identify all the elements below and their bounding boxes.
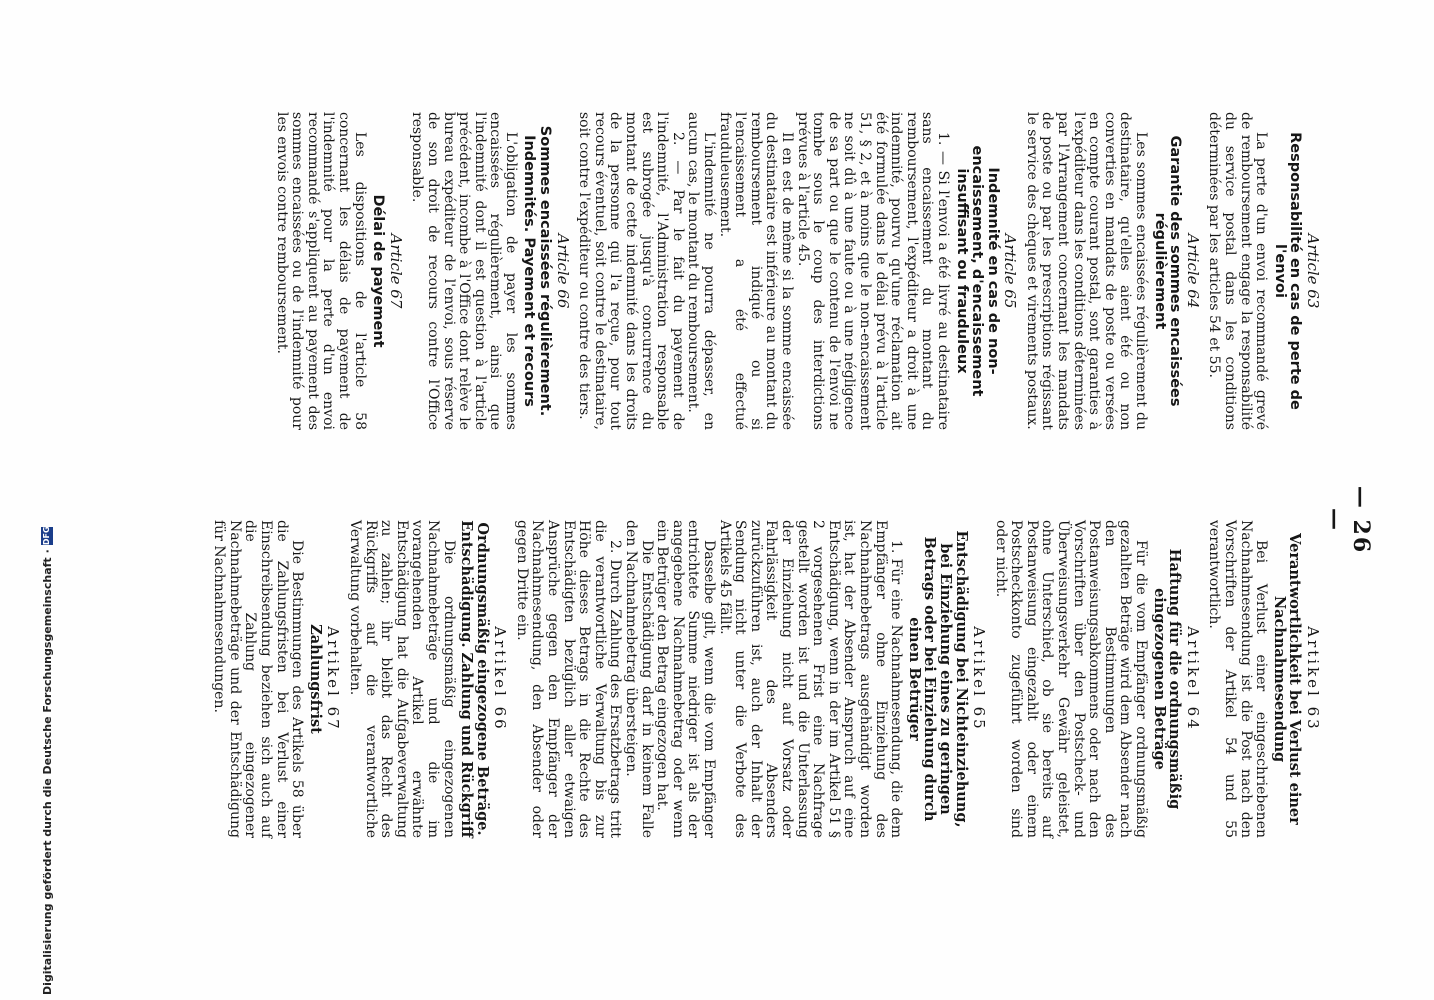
article-heading: Article 65 (1001, 233, 1020, 309)
paragraph: Die Entschädigung darf in keinem Falle den Nachnahmebetrag übersteigen. (623, 520, 655, 838)
paragraph: Les dispositions de l'article 58 concernant les délais de payement de l'indemnité pour la perte d'un envoi recommandé s'appliquent au payement des sommes encaissées ou de l'indemnité pour les envois contre remboursement. (273, 112, 368, 430)
article-heading: Article 67 (386, 233, 405, 309)
article-title: Verantwortlichkeit bei Verlust einer Nachnahmesendung (1270, 533, 1304, 825)
article-heading: Artikel 63 (1304, 626, 1322, 732)
german-article-63 (1206, 520, 1320, 838)
article-heading: Article 66 (553, 233, 572, 309)
footer-credit: Digitalisierung gefördert durch die Deutsche Forschungsgemeinschaft (40, 557, 54, 995)
article-heading: Article 64 (1183, 233, 1202, 309)
article-title: Ordnungsmäßig eingezogene Beträge. Entschädigung. Zahlung und Rückgriff (458, 520, 491, 838)
paragraph: Die Bestimmungen des Artikels 58 über die Zahlungsfristen bei Verlust einer Einschreibsendung beziehen sich auch auf die Zahlung eingezogener Nachnahmebeträge und der Entschädigung für Nachnahmesendungen. (211, 520, 306, 838)
article-title: Responsabilité en cas de perte de l'envoi (1271, 132, 1304, 410)
paragraph: 2. — Par le fait du payement de l'indemnité, l'Administration responsable est subrogée jusqu'à concurrence du montant de cette indemnité dans les droits de la personne qui l'a reçue, pour tout recours éventuel, soit contre le destinataire, soit contre l'expéditeur ou contre des tiers. (576, 112, 686, 430)
paragraph: Für die vom Empfänger ordnungsmäßig gezahlten Beträge wird dem Absender nach den Bestimmungen des Postanweisungsabkommens oder nach den Vorschriften über den Postscheck- und Überweisungsverkehr Gewähr geleistet, ohne Unterschied, ob sie bereits auf Postanweisung eingezahlt oder einem Postscheckkonto zugeführt worden sind oder nicht. (992, 520, 1150, 838)
paragraph: Die ordnungsmäßig eingezogenen Nachnahmebeträge und die im vorangehenden Artikel erwähnte Entschädigung hat die Aufgabeverwaltung zu zahlen; ihr bleibt das Recht des Rückgriffs auf die verantwortliche Verwaltung vorbehalten. (346, 520, 457, 838)
french-column (267, 112, 1324, 430)
german-article-65 (513, 520, 989, 838)
article-title: Haftung für die ordnungsmäßig eingezogenen Beträge (1150, 548, 1184, 810)
article-heading: Artikel 66 (491, 626, 510, 732)
paragraph: L'indemnité ne pourra dépasser, en aucun cas, le montant du remboursement. (685, 112, 718, 430)
french-article-65 (576, 112, 1018, 430)
article-heading: Artikel 64 (1183, 626, 1202, 732)
french-article-67 (273, 112, 403, 430)
german-article-67 (211, 520, 341, 838)
dfg-logo-icon: DFG (42, 526, 51, 546)
paragraph: 1. — Si l'envoi a été livré au destinataire sans encaissement du montant du remboursement, l'expéditeur a droit à une indemnité, pourvu qu'une réclamation ait été formulée dans le délai prévu à l'article 51, § 2, et à moins que le non-encaissement ne soit dû à une faute ou à une négligence de sa part ou que le contenu de l'envoi ne tombe sous le coup des interdictions prévues à l'article 45. (794, 112, 951, 430)
paragraph: 2. Durch Zahlung des Ersatzbetrags tritt die verantwortliche Verwaltung bis zur Höhe dieses Betrags in die Rechte des Entschädigten bezüglich aller etwaigen Ansprüche gegen den Empfänger der Nachnahmesendung, den Absender oder gegen Dritte ein. (513, 520, 624, 838)
french-article-64 (1023, 112, 1200, 430)
german-column (205, 520, 1324, 838)
german-article-66 (346, 520, 510, 838)
german-article-64 (992, 520, 1200, 838)
french-article-63 (1206, 112, 1320, 430)
paragraph: 1. Für eine Nachnahmesendung, die dem Empfänger ohne Einziehung des Nachnahmebetrags ausgehändigt worden ist, hat der Absender Anspruch auf eine Entschädigung, wenn in der im Artikel 51 § 2 vorgesehenen Frist eine Nachfrage gestellt worden ist und die Unterlassung der Einziehung nicht auf Vorsatz oder Fahrlässigkeit des Absenders zurückzuführen ist, auch der Inhalt der Sendung nicht unter die Verbote des Artikels 45 fällt. (716, 520, 905, 838)
article-title: Délai de payement (370, 194, 387, 348)
article-title: Garantie des sommes encaissées régulièrement (1151, 135, 1184, 407)
paragraph: Bei Verlust einer eingeschriebenen Nachnahmesendung ist die Post nach den Vorschriften der Artikel 54 und 55 verantwortlich. (1206, 520, 1270, 838)
paragraph: Les sommes encaissées régulièrement du destinataire, qu'elles aient été ou non converties en mandats de poste ou versées en compte courant postal, sont garanties à l'expéditeur dans les conditions déterminées par l'Arrangement concernant les mandats de poste ou par les prescriptions régissant le service des chèques et virements postaux. (1023, 112, 1150, 430)
article-title: Indemnité en cas de non-encaissement, d'encaissement insuffisant ou frauduleux (953, 145, 1001, 397)
paragraph: L'obligation de payer les sommes encaissées régulièrement, ainsi que l'indemnité dont il est question à l'article précédent, incombe à l'Office dont relève le bureau expéditeur de l'envoi, sous réserve de son droit de recours contre l'Office responsable. (409, 112, 519, 430)
paragraph: Il en est de même si la somme encaissée du destinataire est inférieure au montant du remboursement indiqué ou si l'encaissement a été effectué frauduleusement. (716, 112, 795, 430)
digitization-footer: Digitalisierung gefördert durch die Deutsche Forschungsgemeinschaft · DFG (40, 526, 54, 995)
article-title: Sommes encaissées régulièrement. Indemnités. Payement et recours (521, 125, 554, 417)
paragraph: La perte d'un envoi recommandé grevé de remboursement engage la responsabilité du service postal dans les conditions déterminées par les articles 54 et 55. (1206, 112, 1270, 430)
page-number: — 26 — (1322, 485, 1374, 555)
article-title: Entschädigung bei Nichteinziehung, bei Einziehung eines zu geringen Betrags oder bei Einziehung durch einen Betrüger (905, 530, 970, 828)
article-title: Zahlungsfrist (306, 624, 324, 734)
article-heading: Article 63 (1304, 233, 1322, 309)
article-heading: Artikel 65 (970, 626, 989, 732)
article-heading: Artikel 67 (324, 626, 343, 732)
french-article-66 (409, 112, 570, 430)
paragraph: Dasselbe gilt, wenn die vom Empfänger entrichtete Summe niedriger ist als der angegebene Nachnahmebetrag oder wenn ein Betrüger den Betrag eingezogen hat. (654, 520, 718, 838)
